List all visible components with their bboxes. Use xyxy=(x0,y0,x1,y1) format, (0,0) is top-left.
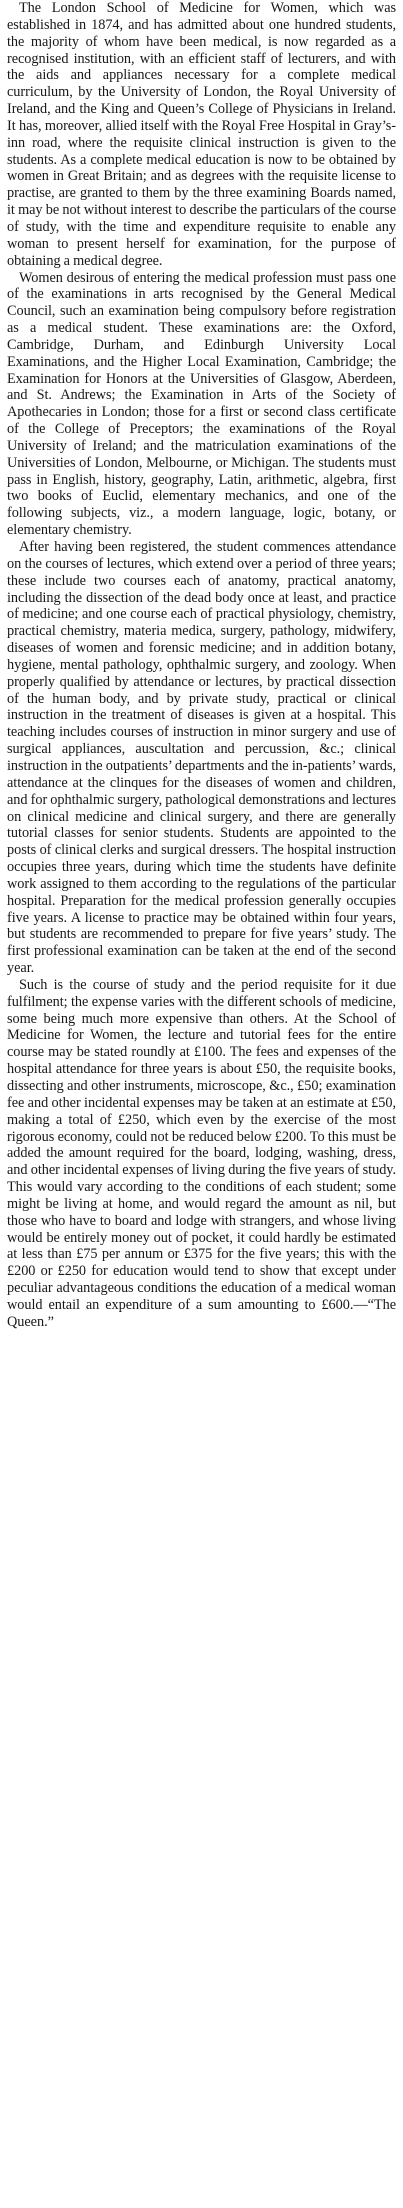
paragraph-entrance-exams: Women desirous of entering the medical profession must pass one of the examinations in arts recognised by the General Medical Council, such an examination being compulsory before registration as a medical student. These examinations are: the Oxford, Cambridge, Durham, and Edinburgh University Local Examinations, and the Higher Local Examination, Cambridge; the Examination for Honors at the Universities of Glasgow, Aberdeen, and St. Andrews; the Examination in Arts of the Society of Apothecaries in London; those for a first or second class certificate of the College of Preceptors; the examinations of the Royal University of Ireland; and the matriculation examinations of the Universities of London, Melbourne, or Michigan. The students must pass in English, history, geography, Latin, arithmetic, algebra, first two books of Euclid, elementary mechanics, and one of the following subjects, viz., a modern language, logic, botany, or elementary chemistry. xyxy=(7,269,396,539)
paragraph-course-of-study: After having been registered, the student commences attendance on the courses of lectures, which extend over a period of three years; these include two courses each of anatomy, practical anatomy, including the dissection of the dead body once at least, and practice of medicine; and one course each of practical physiology, chemistry, practical chemistry, materia medica, surgery, pathology, midwifery, diseases of women and forensic medicine; and in addition botany, hygiene, mental pathology, ophthalmic surgery, and zoology. When properly qualified by attendance or lectures, by practical dissection of the human body, and by private study, practical or clinical instruction in the treatment of diseases is given at a hospital. This teaching includes courses of instruction in minor surgery and use of surgical appliances, auscultation and percussion, &c.; clinical instruction in the outpatients’ departments and the in-patients’ wards, attendance at the clinques for the diseases of women and children, and for ophthalmic surgery, pathological demonstrations and lectures on clinical medicine and clinical surgery, and there are generally tutorial classes for senior students. Students are appointed to the posts of clinical clerks and surgical dressers. The hospital instruction occupies three years, during which time the students have definite work assigned to them according to the regulations of the particular hospital. Preparation for the medical profession generally occupies five years. A license to practice may be obtained within four years, but students are recommended to prepare for five years’ study. The first professional examination can be taken at the end of the second year. xyxy=(7,539,396,977)
paragraph-expenses: Such is the course of study and the period requisite for it due fulfilment; the expense varies with the different schools of medicine, some being much more expensive than others. At the School of Medicine for Women, the lecture and tutorial fees for the entire course may be stated roundly at £100. The fees and expenses of the hospital attendance for three years is about £50, the requisite books, dissecting and other instruments, microscope, &c., £50; examination fee and other incidental expenses may be taken at an estimate at £50, making a total of £250, which even by the exercise of the most rigorous economy, could not be reduced below £200. To this must be added the amount required for the board, lodging, washing, dress, and other incidental expenses of living during the five years of study. This would vary according to the conditions of each student; some might be living at home, and would regard the amount as nil, but those who have to board and lodge with strangers, and whose living would be entirely money out of pocket, it could hardly be estimated at less than £75 per annum or £375 for the five years; this with the £200 or £250 for education would tend to show that except under peculiar advantageous conditions the education of a medical woman would entail an expenditure of a sum amounting to £600.—“The Queen.” xyxy=(7,976,396,1330)
paragraph-founding: The London School of Medicine for Women, which was established in 1874, and has admitted about one hundred students, the majority of whom have been medical, is now regarded as a recognised institution, with an efficient staff of lecturers, and with the aids and appliances necessary for a complete medical curriculum, by the University of London, the Royal University of Ireland, and the King and Queen’s College of Physicians in Ireland. It has, moreover, allied itself with the Royal Free Hospital in Gray’s-inn road, where the requisite clinical instruction is given to the students. As a complete medical education is now to be obtained by women in Great Britain; and as degrees with the requisite license to practise, are granted to them by the three examining Boards named, it may be not without interest to describe the particulars of the course of study, with the time and expenditure requisite to enable any woman to present herself for examination, for the purpose of obtaining a medical degree. xyxy=(7,0,396,269)
